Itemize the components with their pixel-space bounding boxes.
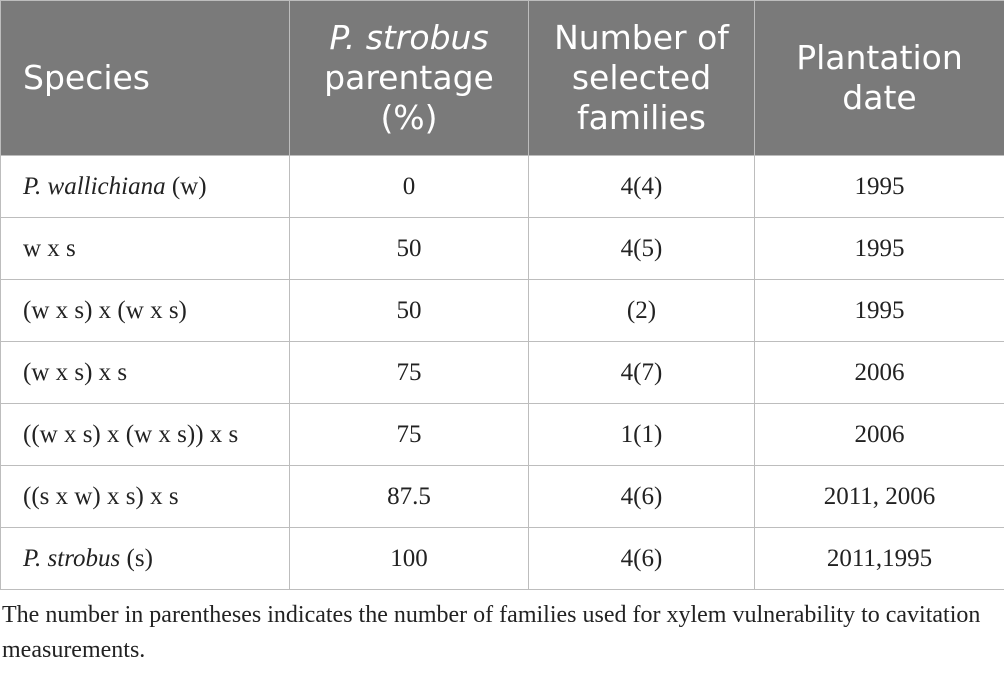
species-rest: w x s [23, 234, 76, 262]
table-row [1, 156, 1004, 218]
cell-families: (2) [529, 280, 755, 342]
table-row [1, 528, 1004, 590]
cell-date: 2011, 2006 [755, 466, 1004, 528]
cell-parentage: 100 [290, 528, 529, 590]
cell-date: 1995 [755, 280, 1004, 342]
cell-species [1, 528, 290, 590]
cell-parentage: 0 [290, 156, 529, 218]
species-italic: P. strobus [23, 544, 121, 572]
cell-families: 4(6) [529, 466, 755, 528]
table-row [1, 466, 1004, 528]
cell-parentage: 75 [290, 342, 529, 404]
cell-parentage: 75 [290, 404, 529, 466]
cell-date: 2011,1995 [755, 528, 1004, 590]
cell-species [1, 280, 290, 342]
cell-parentage: 87.5 [290, 466, 529, 528]
header-date: Plantation date [755, 1, 1004, 156]
table-row [1, 342, 1004, 404]
cell-date: 1995 [755, 218, 1004, 280]
table-row [1, 280, 1004, 342]
header-parentage-italic: P. strobus [329, 18, 489, 57]
header-parentage [290, 1, 529, 156]
cell-parentage: 50 [290, 218, 529, 280]
cell-families: 1(1) [529, 404, 755, 466]
species-rest: (s) [120, 544, 153, 572]
species-rest: (w) [165, 172, 207, 200]
cell-species [1, 404, 290, 466]
header-species: Species [1, 1, 290, 156]
cell-species [1, 466, 290, 528]
cell-families: 4(5) [529, 218, 755, 280]
cell-species [1, 218, 290, 280]
cell-species [1, 342, 290, 404]
table-row [1, 404, 1004, 466]
species-rest: ((w x s) x (w x s)) x s [23, 420, 239, 448]
cell-parentage: 50 [290, 280, 529, 342]
cell-families: 4(6) [529, 528, 755, 590]
cell-date: 2006 [755, 342, 1004, 404]
header-families: Number of selected families [529, 1, 755, 156]
cell-families: 4(4) [529, 156, 755, 218]
species-italic: P. wallichiana [23, 172, 166, 200]
header-parentage-rest: parentage (%) [324, 58, 494, 137]
species-rest: ((s x w) x s) x s [23, 482, 179, 510]
species-rest: (w x s) x (w x s) [23, 296, 187, 324]
species-rest: (w x s) x s [23, 358, 128, 386]
table-header-row [1, 1, 1004, 156]
cell-families: 4(7) [529, 342, 755, 404]
cell-species [1, 156, 290, 218]
table-row [1, 218, 1004, 280]
cell-date: 1995 [755, 156, 1004, 218]
cell-date: 2006 [755, 404, 1004, 466]
table-footnote: The number in parentheses indicates the number of families used for xylem vulnerability to cavitation measurements. [2, 602, 981, 663]
